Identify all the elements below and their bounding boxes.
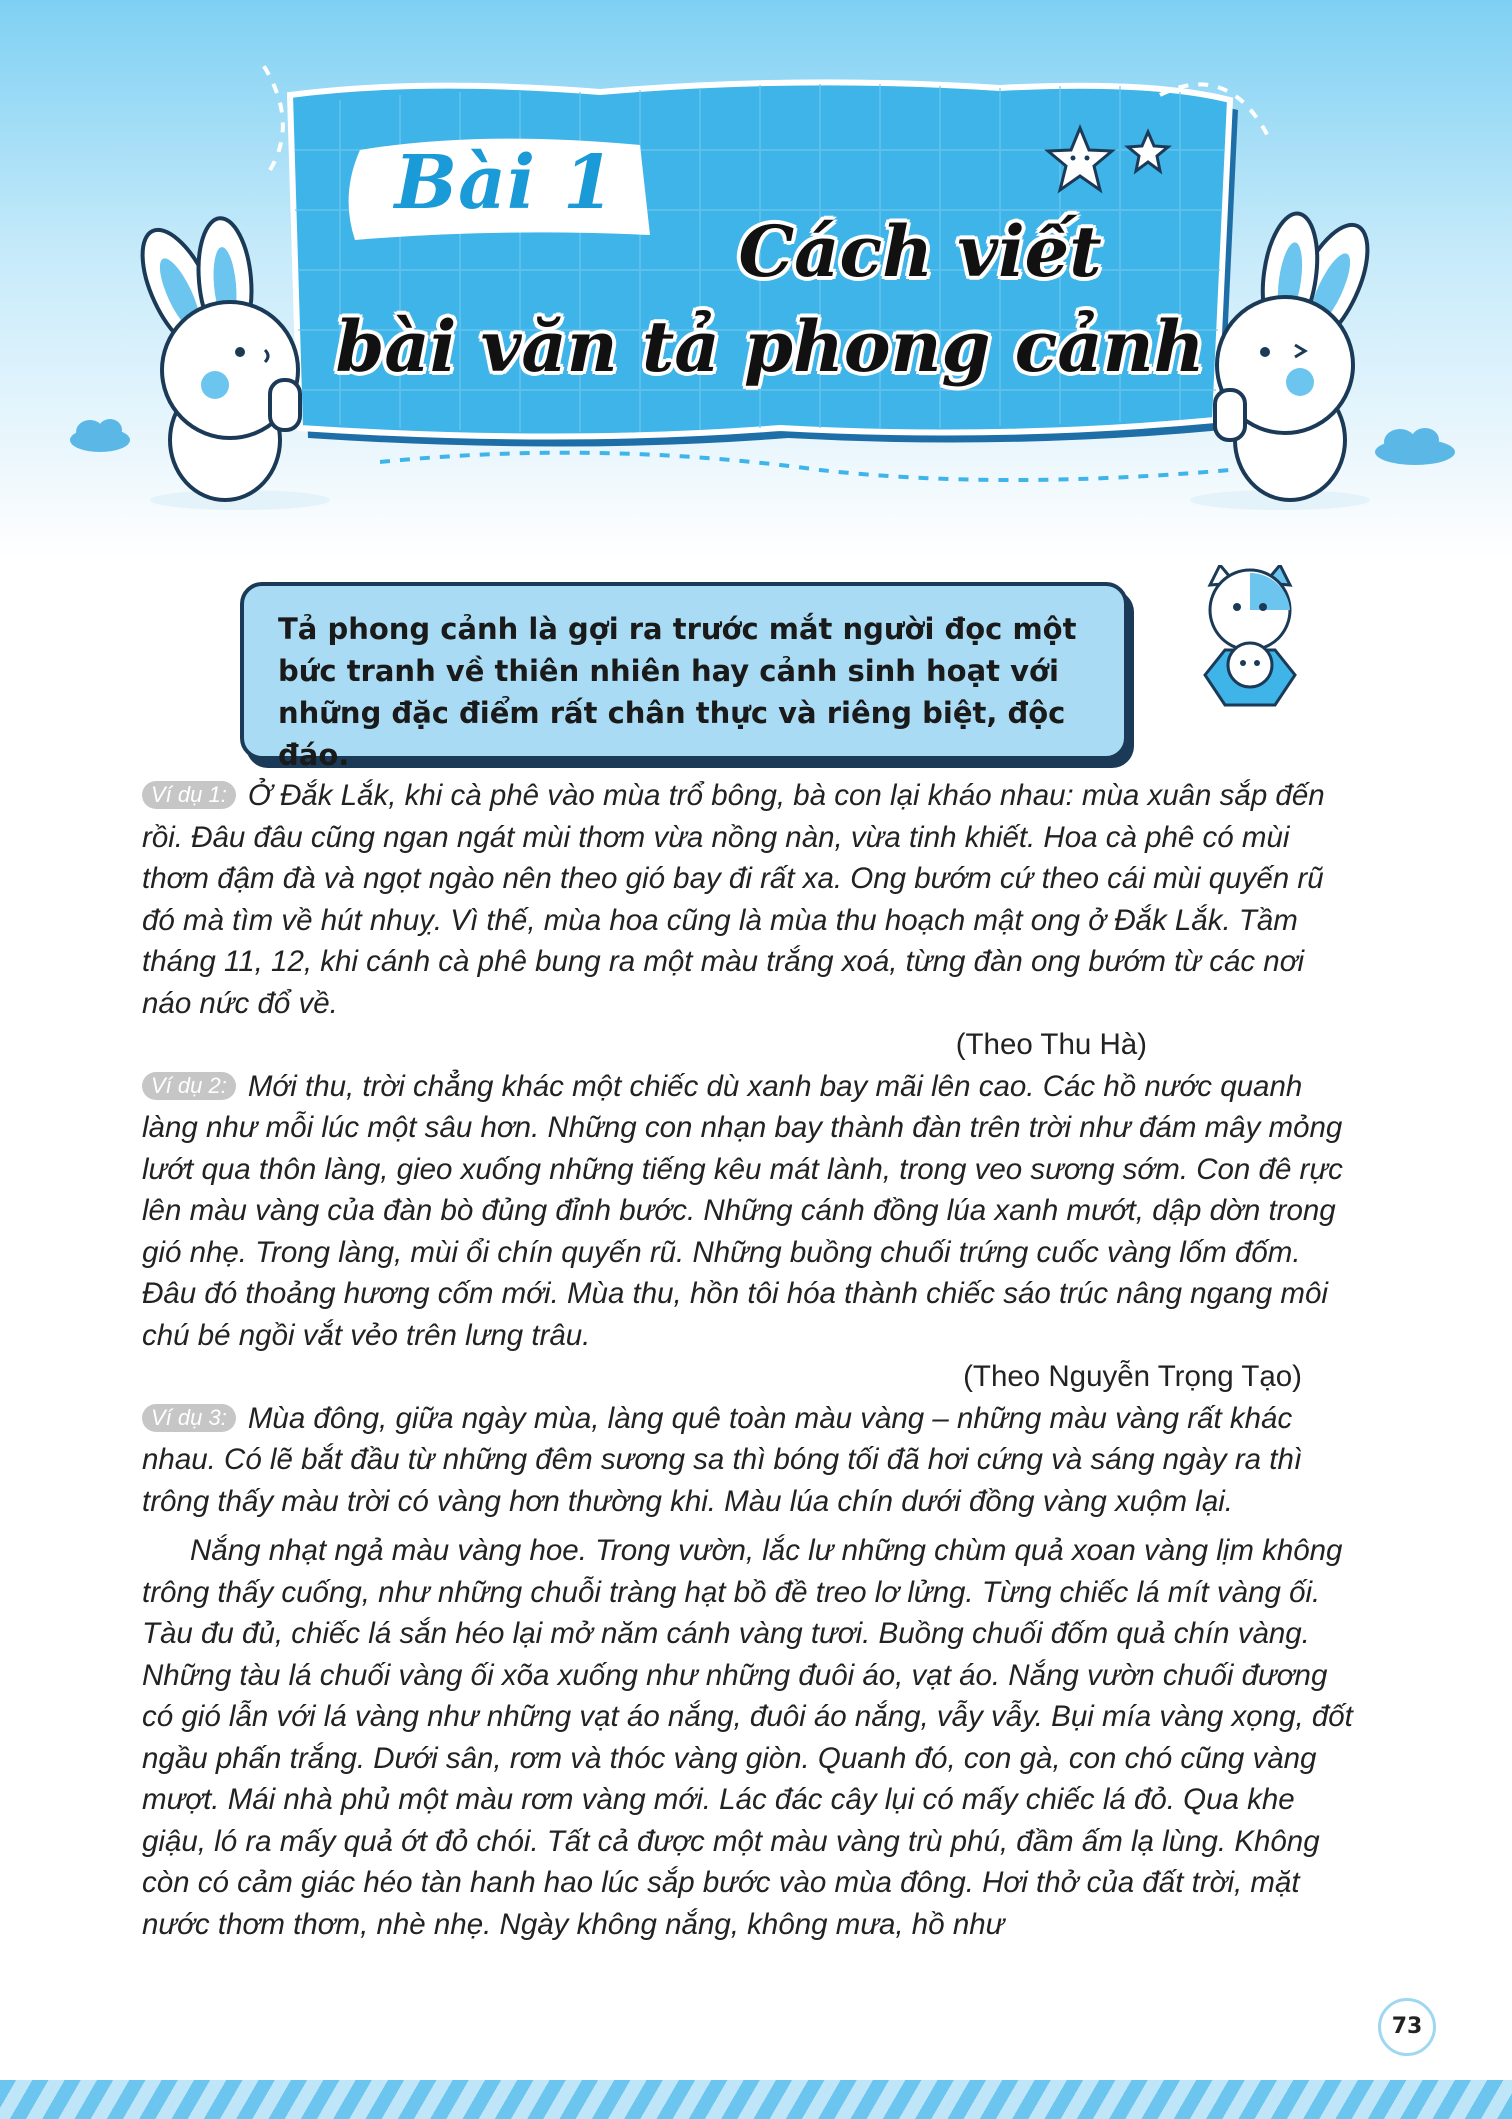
example-source: (Theo Nguyễn Trọng Tạo): [963, 1360, 1302, 1393]
example-continuation: Nắng nhạt ngả màu vàng hoe. Trong vườn, lắc lư những chùm quả xoan vàng lịm không trông thấy cuống, như những chuỗi tràng hạt bồ đề treo lơ lửng. Từng chiếc lá mít vàng ối. Tàu đu đủ, chiếc lá sắn héo lại mở năm cánh vàng tươi. Buồng chuối đốm quả chín vàng. Những tàu lá chuối vàng ối xõa xuống như những đuôi áo, vạt áo. Nắng vườn chuối đương có gió lẫn với lá vàng như những vạt áo nắng, đuôi áo nắng, vẫy vẫy. Bụi mía vàng xọng, đốt ngầu phấn trắng. Dưới sân, rơm và thóc vàng giòn. Quanh đó, con gà, con chó cũng vàng mượt. Mái nhà phủ một màu rơm vàng mới. Lác đác cây lụi có mấy chiếc lá đỏ. Qua khe giậu, ló ra mấy quả ớt đỏ chói. Tất cả được một màu vàng trù phú, đầm ấm lạ lùng. Không còn có cảm giác héo tàn hanh hao lúc sắp bước vào mùa đông. Hơi thở của đất trời, mặt nước thơm thơm, nhè nhẹ. Ngày không nắng, không mưa, hồ như: [142, 1534, 1353, 1941]
example-label: Ví dụ 1:: [142, 781, 236, 809]
example-text: Mới thu, trời chẳng khác một chiếc dù xanh bay mãi lên cao. Các hồ nước quanh làng như mỗi lúc một sâu hơn. Những con nhạn bay thành đàn trên trời như đám mây mỏng lướt qua thôn làng, gieo xuống những tiếng kêu mát lành, trong veo sương sớm. Con đê rực lên màu vàng của đàn bò đủng đỉnh bước. Những cánh đồng lúa xanh mướt, dập dờn trong gió nhẹ. Trong làng, mùi ổi chín quyến rũ. Những buồng chuối trứng cuốc vàng lốm đốm. Đâu đó thoảng hương cốm mới. Mùa thu, hồn tôi hóa thành chiếc sáo trúc nâng ngang môi chú bé ngồi vắt vẻo trên lưng trâu.: [142, 1069, 1343, 1352]
footer-stripe: [0, 2080, 1512, 2119]
page-number: 73: [1378, 1998, 1436, 2056]
example-text: Ở Đắk Lắk, khi cà phê vào mùa trổ bông, bà con lại kháo nhau: mùa xuân sắp đến rồi. Đâu đâu cũng ngan ngát mùi thơm vừa nồng nàn, vừa tinh khiết. Hoa cà phê có mùi thơm đậm đà và ngọt ngào nên theo gió bay đi rất xa. Ong bướm cứ theo cái mùi quyến rũ đó mà tìm về hút nhuỵ. Vì thế, mùa hoa cũng là mùa thu hoạch mật ong ở Đắk Lắk. Tầm tháng 11, 12, khi cánh cà phê bung ra một màu trắng xoá, từng đàn ong bướm từ các nơi náo nức đổ về.: [142, 779, 1325, 1020]
lesson-header: [0, 0, 1512, 560]
example-source: (Theo Thu Hà): [955, 1028, 1147, 1061]
example-2: [142, 1066, 1357, 1357]
page-title-line2: bài văn tả phong cảnh: [335, 305, 1205, 388]
intro-text: Tả phong cảnh là gợi ra trước mắt người đọc một bức tranh về thiên nhiên hay cảnh sinh hoạt với những đặc điểm rất chân thực và riêng biệt, độc đáo.: [278, 612, 1077, 772]
example-label: Ví dụ 2:: [142, 1072, 236, 1100]
example-label: Ví dụ 3:: [142, 1404, 236, 1432]
example-text: Mùa đông, giữa ngày mùa, làng quê toàn màu vàng – những màu vàng rất khác nhau. Có lẽ bắt đầu từ những đêm sương sa thì bóng tối đã hơi cứng và sáng ngày ra thì trông thấy màu trời có vàng hơn thường khi. Màu lúa chín dưới đồng vàng xuộm lại.: [142, 1401, 1303, 1518]
example-3: [142, 1398, 1357, 1523]
cloud-right-icon: [1375, 428, 1455, 465]
lesson-label: Bài 1: [394, 140, 616, 226]
example-1: [142, 775, 1357, 1024]
content-body: [142, 775, 1357, 1945]
cat-mascot-icon: [1195, 565, 1305, 715]
cloud-left-icon: [70, 419, 130, 452]
page-title-line1: Cách viết: [738, 210, 1102, 293]
